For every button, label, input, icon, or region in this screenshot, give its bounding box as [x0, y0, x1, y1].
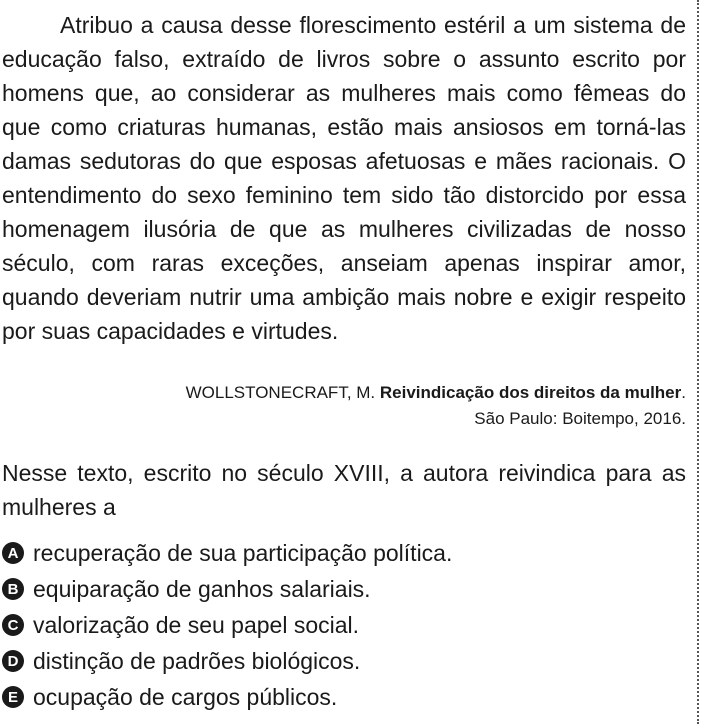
option-c-text: valorização de seu papel social.	[33, 611, 360, 638]
option-d-letter-badge: D	[2, 650, 24, 672]
option-c-letter-badge: C	[2, 614, 24, 636]
question-stem: Nesse texto, escrito no século XVIII, a autora reivindica para as mulheres a	[2, 460, 686, 520]
option-c[interactable]	[2, 607, 686, 643]
source-passage: Atribuo a causa desse florescimento estéril a um sistema de educação falso, extraído de livros sobre o assunto escrito por homens que, ao considerar as mulheres mais como fêmeas do que como criaturas humanas, estão mais ansiosos em torná-las damas sedutoras do que esposas afetuosas e mães racionais. O entendimento do sexo feminino tem sido tão distorcido por essa homenagem ilusória de que as mulheres civilizadas de nosso século, com raras exceções, anseiam apenas inspirar amor, quando deveriam nutrir uma ambição mais nobre e exigir respeito por suas capacidades e virtudes.	[2, 12, 686, 344]
option-b[interactable]	[2, 571, 686, 607]
citation-book-title: Reivindicação dos direitos da mulher	[379, 383, 682, 402]
citation-author: WOLLSTONECRAFT, M.	[185, 383, 376, 402]
option-e-text: ocupação de cargos públicos.	[33, 683, 338, 710]
citation-publisher: São Paulo: Boitempo, 2016.	[474, 409, 686, 428]
answer-options	[2, 535, 686, 715]
option-a-text: recuperação de sua participação política.	[33, 539, 453, 566]
option-d[interactable]	[2, 643, 686, 679]
column-divider	[697, 0, 699, 724]
citation-line-1	[2, 380, 686, 406]
option-a-letter-badge: A	[2, 542, 24, 564]
citation	[2, 380, 686, 432]
option-a[interactable]	[2, 535, 686, 571]
option-b-letter-badge: B	[2, 578, 24, 600]
option-e[interactable]	[2, 679, 686, 715]
option-b-text: equiparação de ganhos salariais.	[33, 575, 371, 602]
option-d-text: distinção de padrões biológicos.	[33, 647, 361, 674]
citation-title-period: .	[681, 383, 686, 402]
option-e-letter-badge: E	[2, 686, 24, 708]
